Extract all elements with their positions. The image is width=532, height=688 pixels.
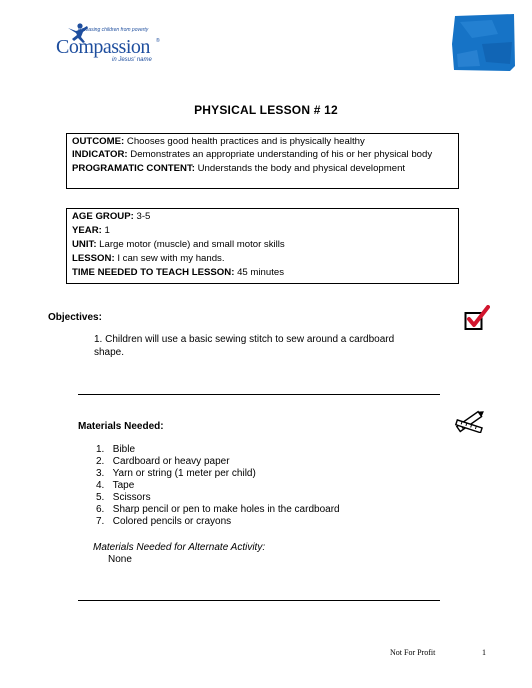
list-item: 6. Sharp pencil or pen to make holes in the cardboard bbox=[96, 504, 340, 515]
list-item: 5. Scissors bbox=[96, 492, 151, 503]
checkbox-check-icon bbox=[464, 305, 490, 331]
list-item: 3. Yarn or string (1 meter per child) bbox=[96, 468, 256, 479]
alternate-materials-value: None bbox=[108, 554, 132, 565]
programatic-row bbox=[72, 162, 453, 176]
list-item: 2. Cardboard or heavy paper bbox=[96, 456, 230, 467]
logo-registered-mark: ® bbox=[156, 38, 160, 44]
programatic-value: Understands the body and physical development bbox=[194, 162, 406, 174]
list-item: 4. Tape bbox=[96, 480, 135, 491]
page-title: PHYSICAL LESSON # 12 bbox=[194, 103, 338, 117]
indicator-row bbox=[72, 149, 453, 162]
lesson-value: I can sew with my hands. bbox=[114, 253, 225, 264]
unit-value: Large motor (muscle) and small motor skills bbox=[96, 239, 285, 250]
lesson-label: LESSON: bbox=[72, 253, 115, 264]
programatic-label: PROGRAMATIC CONTENT: bbox=[72, 162, 195, 174]
indicator-value: Demonstrates an appropriate understanding of his or her physical body bbox=[127, 149, 433, 160]
logo-wordmark: Compassion bbox=[56, 36, 150, 58]
age-group-value: 3-5 bbox=[133, 211, 151, 222]
materials-list bbox=[96, 444, 340, 528]
lesson-info-box bbox=[66, 208, 459, 284]
lesson-row bbox=[72, 252, 453, 266]
list-item: 7. Colored pencils or crayons bbox=[96, 516, 232, 527]
logo-tagline: Releasing children from poverty bbox=[78, 27, 149, 33]
alternate-materials-heading: Materials Needed for Alternate Activity: bbox=[93, 542, 266, 553]
section-divider bbox=[78, 394, 440, 395]
year-label: YEAR: bbox=[72, 225, 102, 236]
section-divider bbox=[78, 600, 440, 601]
objectives-heading: Objectives: bbox=[48, 312, 102, 323]
logo-subtitle: in Jesus' name bbox=[112, 57, 152, 63]
materials-heading: Materials Needed: bbox=[78, 421, 164, 432]
footer-label: Not For Profit bbox=[390, 648, 436, 657]
outcome-label: OUTCOME: bbox=[72, 136, 125, 147]
outcome-box bbox=[66, 133, 459, 189]
list-item: 1. Bible bbox=[96, 444, 136, 455]
unit-label: UNIT: bbox=[72, 239, 97, 250]
time-label: TIME NEEDED TO TEACH LESSON: bbox=[72, 267, 235, 278]
time-row bbox=[72, 266, 453, 280]
age-group-row bbox=[72, 210, 453, 224]
outcome-value: Chooses good health practices and is physically healthy bbox=[124, 136, 365, 147]
year-row bbox=[72, 224, 453, 238]
age-group-label: AGE GROUP: bbox=[72, 211, 134, 222]
year-value: 1 bbox=[101, 225, 110, 236]
indicator-label: INDICATOR: bbox=[72, 149, 128, 160]
blue-stamp bbox=[452, 14, 516, 72]
time-value: 45 minutes bbox=[234, 267, 285, 278]
objective-item: 1. Children will use a basic sewing stitch to sew around a cardboard shape. bbox=[94, 334, 395, 358]
pencil-ruler-icon bbox=[452, 409, 488, 433]
page-number: 1 bbox=[482, 648, 486, 657]
unit-row bbox=[72, 238, 453, 252]
outcome-row bbox=[72, 135, 453, 149]
